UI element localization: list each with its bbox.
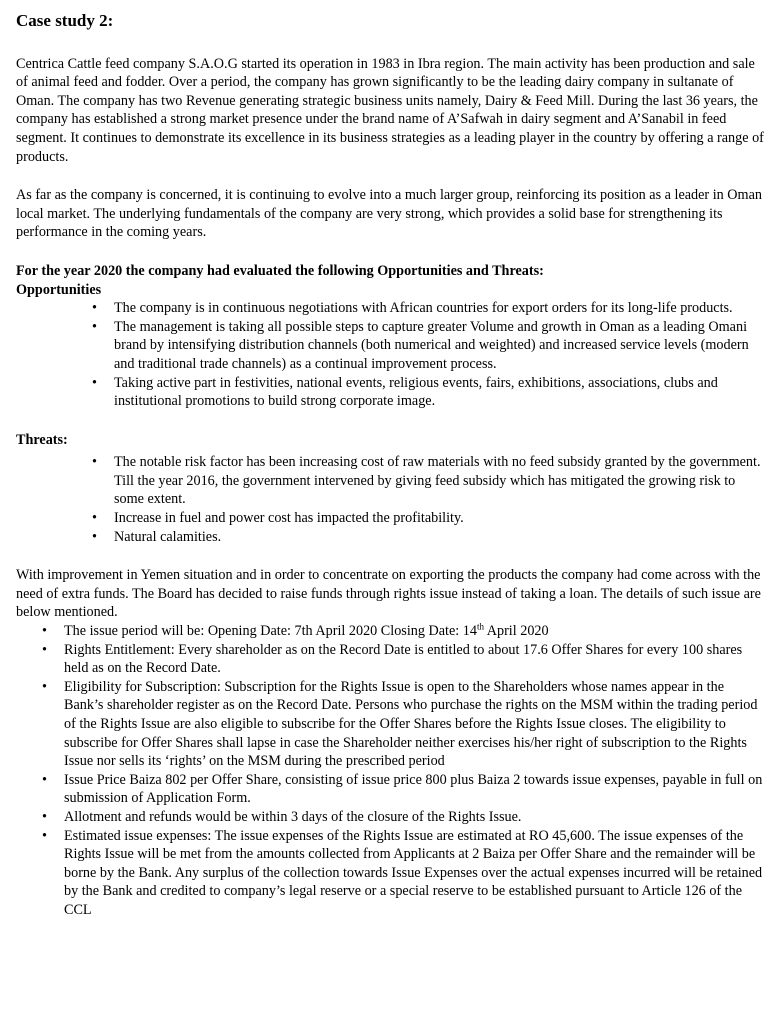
bullet-icon: • <box>92 528 97 545</box>
list-item: • Estimated issue expenses: The issue expenses of the Rights Issue are estimated at RO 45,600. The issue expenses of the Rights Issue will be met from the amounts collected from Applicants at 2 Baiza per Offer Share and the remainder will be borne by the Bank. Any surplus of the collection towards Issue Expenses over the actual expenses incurred will be retained by the Bank and credited to company’s legal reserve or a special reserve to be established pursuant to Article 126 of the CCL <box>42 827 763 918</box>
bullet-icon: • <box>42 771 47 788</box>
list-item: • The notable risk factor has been increasing cost of raw materials with no feed subsidy granted by the government. Till the year 2016, the government intervened by giving feed subsidy which has mitigated the growing risk to some extent. <box>92 454 761 508</box>
bullet-icon: • <box>92 454 97 471</box>
list-item: • Natural calamities. <box>92 528 222 545</box>
threats-list <box>92 453 764 546</box>
bullet-icon: • <box>42 641 47 658</box>
bullet-icon: • <box>42 678 47 695</box>
list-item: • The management is taking all possible steps to capture greater Volume and growth in Oman as a leading Omani brand by intensifying distribution channels (both numerical and weighted) and increased service levels (modern and traditional trade channels) as a continual improvement process. <box>92 318 749 372</box>
bullet-icon: • <box>92 300 97 317</box>
bullet-icon: • <box>42 827 47 844</box>
rights-issue-intro: With improvement in Yemen situation and in order to concentrate on exporting the products the company had come across with the need of extra funds. The Board has decided to raise funds through rights issue instead of taking a loan. The details of such issue are below mentioned. <box>16 567 761 621</box>
list-item: • Rights Entitlement: Every shareholder as on the Record Date is entitled to about 17.6 Offer Shares for every 100 shares held as on the Record Date. <box>42 641 743 677</box>
bullet-icon: • <box>92 510 97 527</box>
opportunities-heading: Opportunities <box>16 281 102 298</box>
rights-issue-list <box>42 621 764 920</box>
list-item: • Issue Price Baiza 802 per Offer Share, consisting of issue price 800 plus Baiza 2 towards issue expenses, payable in full on submission of Application Form. <box>42 771 763 807</box>
opportunities-list <box>92 299 764 411</box>
case-study-title: Case study 2: <box>16 11 114 30</box>
list-item: • The company is in continuous negotiations with African countries for export orders for its long-life products. <box>92 300 733 317</box>
swot-heading: For the year 2020 the company had evaluated the following Opportunities and Threats: <box>16 262 544 279</box>
company-outlook-paragraph: As far as the company is concerned, it is continuing to evolve into a much larger group, reinforcing its position as a leader in Oman local market. The underlying fundamentals of the company are very strong, which provides a solid base for strengthening its performance in the coming years. <box>16 187 762 241</box>
list-item: • Allotment and refunds would be within 3 days of the closure of the Rights Issue. <box>42 808 522 825</box>
list-item: • Increase in fuel and power cost has impacted the profitability. <box>92 510 464 527</box>
list-item: • Eligibility for Subscription: Subscription for the Rights Issue is open to the Shareholders whose names appear in the Bank’s shareholder register as on the Record Date. Persons who purchase the rights on the MSM within the trading period of the Rights Issue are also eligible to subscribe for the Offer Shares before the Rights Issue closes. The eligibility to subscribe for Offer Shares shall lapse in case the Shareholder neither exercises his/her right of subscription to the Rights Issue nor sells its ‘rights’ on the MSM during the prescribed period <box>42 678 758 770</box>
bullet-icon: • <box>92 374 97 391</box>
list-item: • The issue period will be: Opening Date: 7th April 2020 Closing Date: 14th April 2020 <box>42 621 549 640</box>
intro-paragraph: Centrica Cattle feed company S.A.O.G started its operation in 1983 in Ibra region. The main activity has been production and sale of animal feed and fodder. Over a period, the company has grown significantly to be the leading dairy company in sultanate of Oman. The company has two Revenue generating strategic business units namely, Dairy & Feed Mill. During the last 36 years, the company has established a strong market presence under the brand name of A’Safwah in dairy segment and A’Sanabil in feed segment. It continues to demonstrate its excellence in its business strategies as a leading player in the country by offering a range of products. <box>16 55 764 165</box>
bullet-icon: • <box>42 623 47 640</box>
bullet-icon: • <box>92 318 97 335</box>
bullet-icon: • <box>42 808 47 825</box>
list-item: • Taking active part in festivities, national events, religious events, fairs, exhibitions, associations, clubs and institutional promotions to build strong corporate image. <box>92 374 718 410</box>
threats-heading: Threats: <box>16 431 68 448</box>
